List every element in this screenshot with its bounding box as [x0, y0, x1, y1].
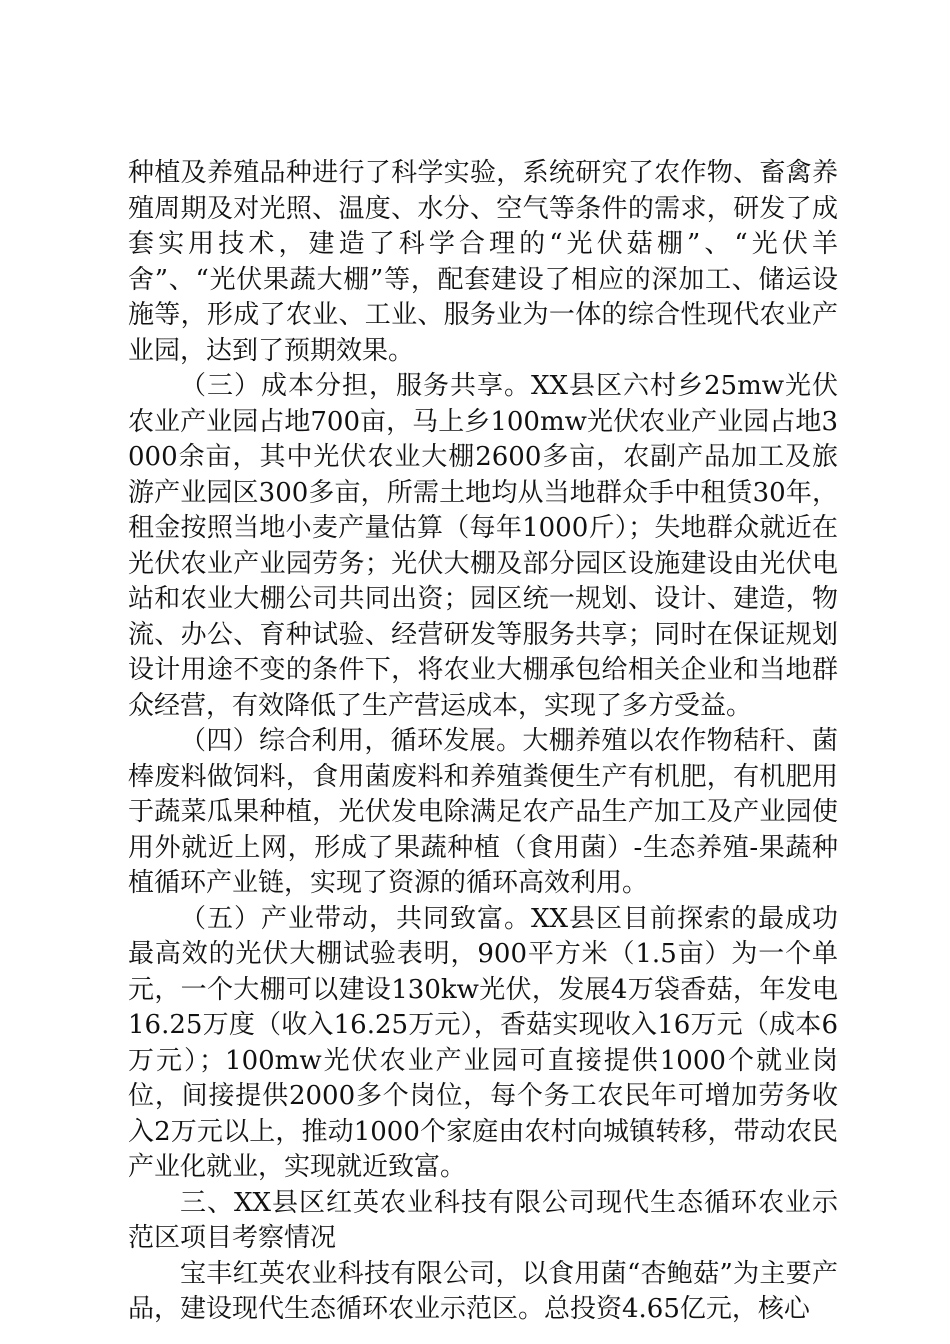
section-heading-3: 三、XX县区红英农业科技有限公司现代生态循环农业示范区项目考察情况: [128, 1187, 838, 1253]
paragraph-3: （四）综合利用，循环发展。大棚养殖以农作物秸秆、菌棒废料做饲料，食用菌废料和养殖粪便生产有机肥，有机肥用于蔬菜瓜果种植，光伏发电除满足农产品生产加工及产业园使用外就近上网，形成了果蔬种植（食用菌）-生态养殖-果蔬种植循环产业链，实现了资源的循环高效利用。: [128, 726, 838, 898]
paragraph-5: 宝丰红英农业科技有限公司，以食用菌“杏鲍菇”为主要产品，建设现代生态循环农业示范区。总投资4.65亿元，核心: [128, 1258, 838, 1324]
document-page: [128, 156, 838, 1328]
paragraph-4: （五）产业带动，共同致富。XX县区目前探索的最成功最高效的光伏大棚试验表明，900平方米（1.5亩）为一个单元，一个大棚可以建设130kw光伏，发展4万袋香菇，年发电16.25万度（收入16.25万元），香菇实现收入16万元（成本6万元）；100mw光伏农业产业园可直接提供1000个就业岗位，间接提供2000多个岗位，每个务工农民年可增加劳务收入2万元以上，推动1000个家庭由农村向城镇转移，带动农民产业化就业，实现就近致富。: [128, 903, 838, 1182]
paragraph-1: 种植及养殖品种进行了科学实验，系统研究了农作物、畜禽养殖周期及对光照、温度、水分、空气等条件的需求，研发了成套实用技术，建造了科学合理的“光伏菇棚”、“光伏羊舍”、“光伏果蔬大棚”等，配套建设了相应的深加工、储运设施等，形成了农业、工业、服务业为一体的综合性现代农业产业园，达到了预期效果。: [128, 158, 838, 366]
paragraph-2: （三）成本分担，服务共享。XX县区六村乡25mw光伏农业产业园占地700亩，马上乡100mw光伏农业产业园占地3000余亩，其中光伏农业大棚2600多亩，农副产品加工及旅游产业园区300多亩，所需土地均从当地群众手中租赁30年，租金按照当地小麦产量估算（每年1000斤）；失地群众就近在光伏农业产业园劳务；光伏大棚及部分园区设施建设由光伏电站和农业大棚公司共同出资；园区统一规划、设计、建造，物流、办公、育种试验、经营研发等服务共享；同时在保证规划设计用途不变的条件下，将农业大棚承包给相关企业和当地群众经营，有效降低了生产营运成本，实现了多方受益。: [128, 371, 838, 721]
